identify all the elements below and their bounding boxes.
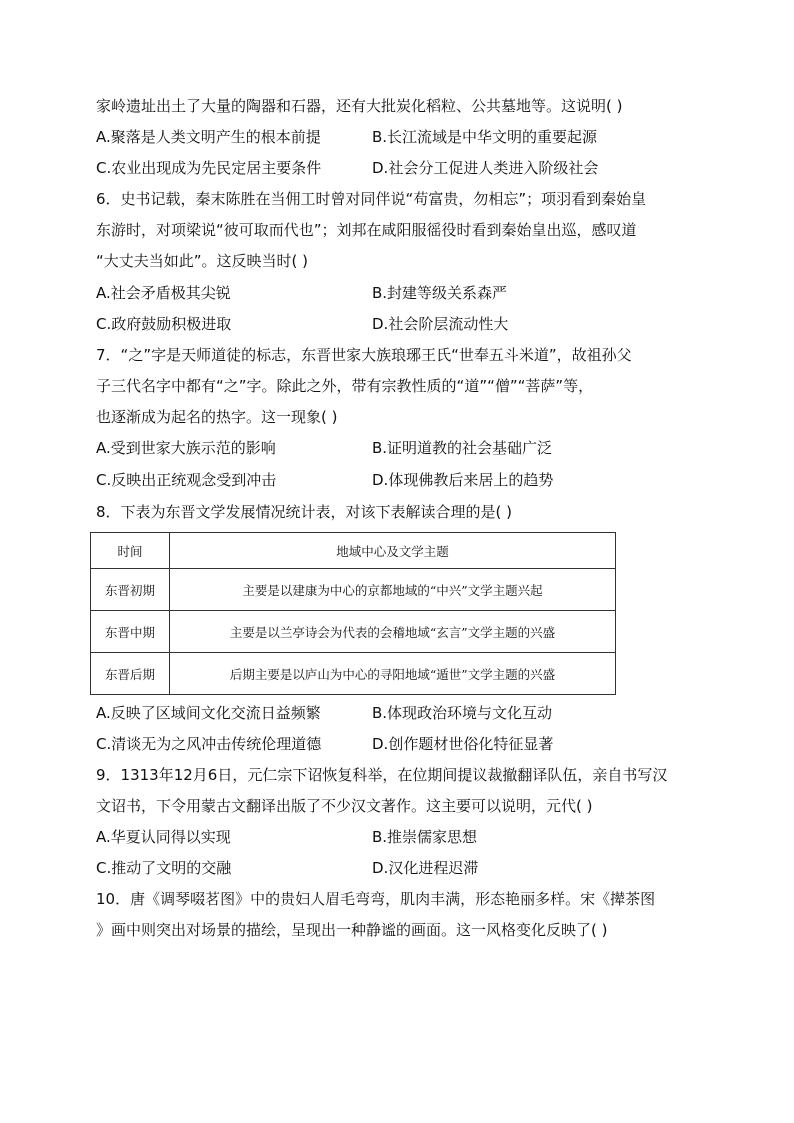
q9-option-c: C.推动了文明的交融 (96, 859, 232, 877)
q7-stem-line-1: 7．“之”字是天师道徒的标志，东晋世家大族琅琊王氏“世奉五斗米道”，故祖孙父 (96, 346, 632, 364)
q9-option-b: B.推崇儒家思想 (372, 828, 478, 846)
q6-option-d: D.社会阶层流动性大 (372, 315, 509, 333)
q5-stem-continuation: 家岭遗址出土了大量的陶器和石器，还有大批炭化稻粒、公共墓地等。这说明( ) (96, 97, 623, 115)
q10-stem-line-1: 10．唐《调琴啜茗图》中的贵妇人眉毛弯弯，肌肉丰满，形态艳丽多样。宋《撵茶图 (96, 890, 656, 908)
table-cell-period: 东晋初期 (91, 569, 170, 611)
q5-option-d: D.社会分工促进人类进入阶级社会 (372, 159, 599, 177)
table-row (91, 653, 616, 695)
q8-option-a: A.反映了区域间文化交流日益频繁 (96, 704, 321, 722)
q9-option-a: A.华夏认同得以实现 (96, 828, 231, 846)
q5-option-b: B.长江流域是中华文明的重要起源 (372, 128, 598, 146)
q7-option-a: A.受到世家大族示范的影响 (96, 439, 276, 457)
q5-option-a: A.聚落是人类文明产生的根本前提 (96, 128, 321, 146)
q9-stem-line-1: 9．1313年12月6日，元仁宗下诏恢复科举，在位期间提议裁撤翻译队伍，亲自书写汉 (96, 766, 668, 784)
table-cell-period: 东晋中期 (91, 611, 170, 653)
q10-stem-line-2: 》画中则突出对场景的描绘，呈现出一种静谧的画面。这一风格变化反映了( ) (96, 921, 608, 939)
q6-stem-line-1: 6．史书记载，秦末陈胜在当佣工时曾对同伴说“苟富贵，勿相忘”；项羽看到秦始皇 (96, 190, 647, 208)
table-row (91, 569, 616, 611)
q6-stem-line-2: 东游时，对项梁说“彼可取而代也”；刘邦在咸阳服徭役时看到秦始皇出巡，感叹道 (96, 221, 637, 239)
q7-option-c: C.反映出正统观念受到冲击 (96, 471, 277, 489)
q6-option-a: A.社会矛盾极其尖锐 (96, 284, 231, 302)
table-cell-theme: 后期主要是以庐山为中心的寻阳地域“遁世”文学主题的兴盛 (170, 653, 616, 695)
table-cell-period: 东晋后期 (91, 653, 170, 695)
table-cell-theme: 主要是以建康为中心的京都地域的“中兴”文学主题兴起 (170, 569, 616, 611)
q8-option-d: D.创作题材世俗化特征显著 (372, 735, 554, 753)
table-cell-theme: 主要是以兰亭诗会为代表的会稽地域“玄言”文学主题的兴盛 (170, 611, 616, 653)
q8-table (90, 532, 616, 695)
q9-option-d: D.汉化进程迟滞 (372, 859, 479, 877)
q9-stem-line-2: 文诏书，下令用蒙古文翻译出版了不少汉文著作。这主要可以说明，元代( ) (96, 797, 593, 815)
table-header-cell: 时间 (91, 533, 170, 569)
q6-option-b: B.封建等级关系森严 (372, 284, 508, 302)
q7-stem-line-3: 也逐渐成为起名的热字。这一现象( ) (96, 408, 338, 426)
table-header-cell: 地域中心及文学主题 (170, 533, 616, 569)
q7-option-b: B.证明道教的社会基础广泛 (372, 439, 553, 457)
q8-option-b: B.体现政治环境与文化互动 (372, 704, 553, 722)
table-row (91, 611, 616, 653)
q8-stem: 8．下表为东晋文学发展情况统计表，对该下表解读合理的是( ) (96, 503, 513, 521)
q6-option-c: C.政府鼓励积极进取 (96, 315, 232, 333)
table-header-row (91, 533, 616, 569)
q7-stem-line-2: 子三代名字中都有“之”字。除此之外，带有宗教性质的“道”“僧”“菩萨”等， (96, 377, 594, 395)
q5-option-c: C.农业出现成为先民定居主要条件 (96, 159, 322, 177)
q7-option-d: D.体现佛教后来居上的趋势 (372, 471, 554, 489)
q8-option-c: C.清谈无为之风冲击传统伦理道德 (96, 735, 322, 753)
q6-stem-line-3: “大丈夫当如此”。这反映当时( ) (96, 252, 309, 270)
